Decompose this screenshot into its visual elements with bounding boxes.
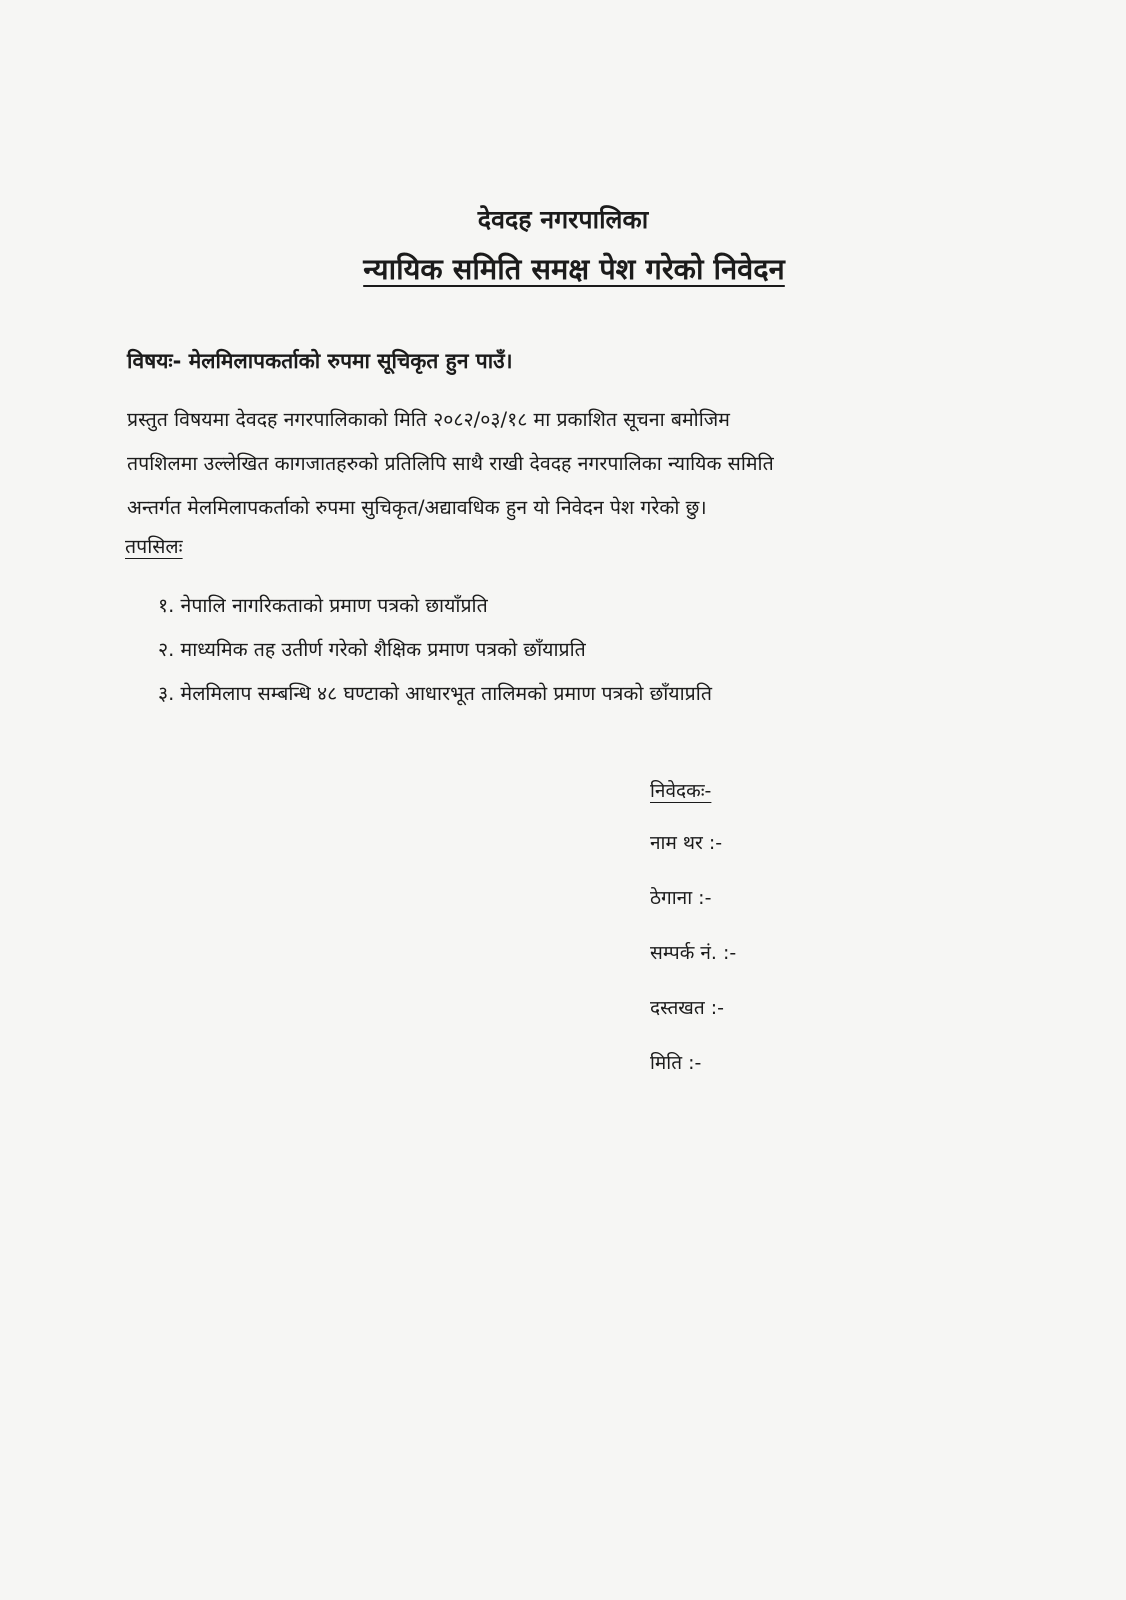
- applicant-address-field: ठेगाना :-: [650, 887, 712, 909]
- applicant-signature-field: दस्तखत :-: [650, 997, 724, 1019]
- applicant-heading: निवेदकः-: [650, 780, 712, 802]
- document-title: न्यायिक समिति समक्ष पेश गरेको निवेदन: [363, 252, 785, 286]
- applicant-contact-field: सम्पर्क नं. :-: [650, 942, 737, 964]
- subject-line: विषयः- मेलमिलापकर्ताको रुपमा सूचिकृत हुन पाउँ।: [127, 349, 513, 373]
- body-line: अन्तर्गत मेलमिलापकर्ताको रुपमा सुचिकृत/अद्यावधिक हुन यो निवेदन पेश गरेको छु।: [127, 496, 707, 519]
- enclosure-item: २. माध्यमिक तह उतीर्ण गरेको शैक्षिक प्रमाण पत्रको छाँयाप्रति: [158, 638, 586, 661]
- enclosure-item: १. नेपालि नागरिकताको प्रमाण पत्रको छायाँप्रति: [158, 594, 488, 617]
- body-line: प्रस्तुत विषयमा देवदह नगरपालिकाको मिति २०८२/०३/१८ मा प्रकाशित सूचना बमोजिम: [127, 408, 730, 431]
- enclosure-item: ३. मेलमिलाप सम्बन्धि ४८ घण्टाको आधारभूत तालिमको प्रमाण पत्रको छाँयाप्रति: [158, 682, 712, 705]
- applicant-name-field: नाम थर :-: [650, 832, 723, 854]
- enclosure-list: [158, 590, 712, 722]
- applicant-block: [650, 776, 736, 1103]
- applicant-date-field: मिति :-: [650, 1052, 702, 1074]
- body-line: तपशिलमा उल्लेखित कागजातहरुको प्रतिलिपि साथै राखी देवदह नगरपालिका न्यायिक समिति: [127, 452, 774, 475]
- application-body: [127, 398, 947, 530]
- document-header: [0, 200, 1126, 288]
- enclosure-heading: तपसिलः: [125, 535, 183, 558]
- organization-name: देवदह नगरपालिका: [477, 205, 649, 234]
